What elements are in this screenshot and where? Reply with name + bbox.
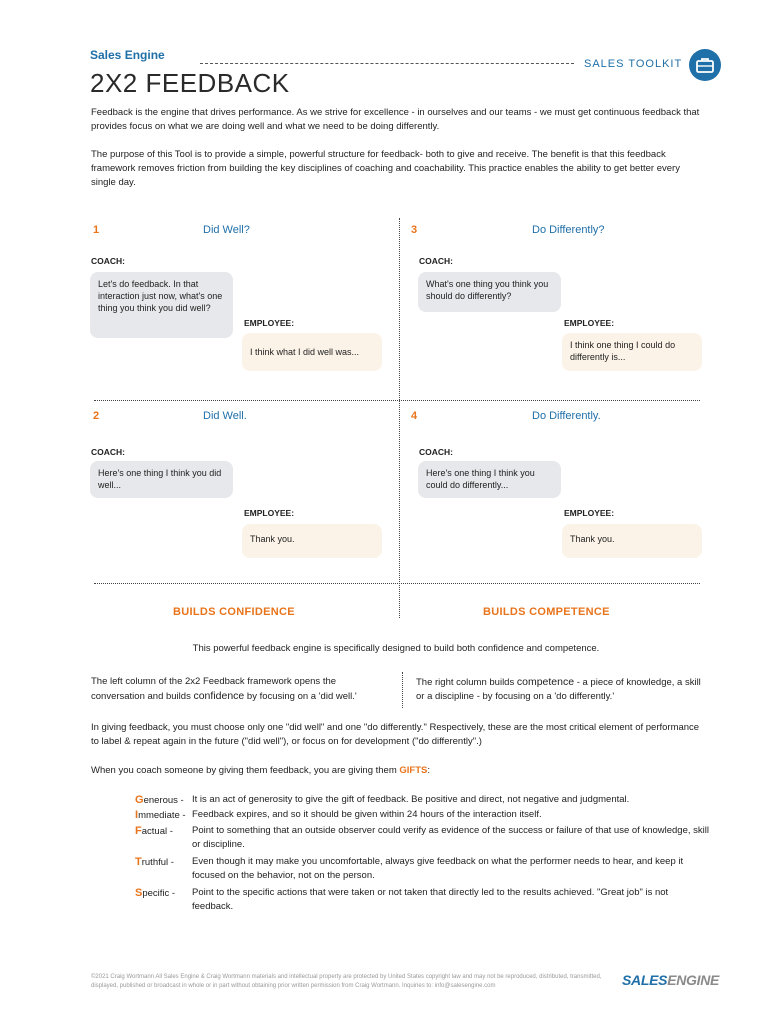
right-column-text: The right column builds competence - a piece of knowledge, a skill or a discipline - by focusing on a 'do differently.' (416, 676, 701, 702)
quadrant-1-number: 1 (93, 224, 100, 236)
gift-specific: Specific - Point to the specific actions that were taken or not taken that directly led to the results achieved. "Great job" is not feedback. (135, 887, 669, 912)
quadrant-2-coach-label: COACH: (91, 447, 125, 457)
quadrant-1-coach-label: COACH: (91, 256, 125, 266)
quadrant-3-coach-bubble: What's one thing you think you should do differently? (418, 272, 561, 312)
quadrant-2-coach-bubble: Here's one thing I think you did well... (90, 461, 233, 498)
header-divider (200, 63, 574, 64)
guidance-text: In giving feedback, you must choose only one "did well" and one "do differently." Respectively, these are the most critical element of performance to label & repeat again in the future ("did well"), or focus on for development ("do differently".) (91, 722, 700, 747)
columns-divider (402, 672, 403, 708)
grid-vertical-divider (399, 218, 400, 618)
quadrant-1-employee-bubble: I think what I did well was... (242, 333, 382, 371)
quadrant-3-employee-bubble: I think one thing I could do differently is... (562, 333, 702, 371)
toolbox-icon (689, 49, 721, 81)
quadrant-3-heading: Do Differently? (532, 224, 605, 236)
sales-engine-logo: SALESENGINE (622, 972, 720, 988)
quadrant-4-heading: Do Differently. (532, 410, 601, 422)
summary-text: This powerful feedback engine is specifically designed to build both confidence and competence. (192, 643, 600, 654)
quadrant-3-employee-label: EMPLOYEE: (564, 318, 615, 328)
gifts-intro: When you coach someone by giving them feedback, you are giving them GIFTS: (91, 765, 431, 776)
intro-paragraph-1: Feedback is the engine that drives performance. As we strive for excellence - in ourselves and our teams - we must get continuous feedback that provides focus on what we are doing well and what we need to be doing differently. (91, 107, 700, 132)
quadrant-3-number: 3 (411, 224, 418, 236)
quadrant-1-coach-bubble: Let's do feedback. In that interaction just now, what's one thing you think you did well? (90, 272, 233, 338)
builds-confidence-label: BUILDS CONFIDENCE (173, 606, 295, 618)
quadrant-3-coach-label: COACH: (419, 256, 453, 266)
page-title: 2X2 FEEDBACK (90, 68, 290, 98)
quadrant-4-number: 4 (411, 410, 418, 422)
quadrant-2-heading: Did Well. (203, 410, 247, 422)
intro-paragraph-2: The purpose of this Tool is to provide a simple, powerful structure for feedback- both to give and receive. The benefit is that this feedback framework removes friction from building the key disciplines of coaching and coachability. This practice enables the ability to get better every single day. (91, 149, 680, 188)
brand-name: Sales Engine (90, 48, 165, 62)
left-column-text: The left column of the 2x2 Feedback framework opens the conversation and builds confidence by focusing on a 'did well.' (91, 676, 357, 702)
quadrant-4-coach-label: COACH: (419, 447, 453, 457)
gift-immediate: Immediate - Feedback expires, and so it should be given within 24 hours of the interaction itself. (135, 809, 542, 821)
quadrant-1-heading: Did Well? (203, 224, 250, 236)
quadrant-2-number: 2 (93, 410, 100, 422)
quadrant-2-employee-label: EMPLOYEE: (244, 508, 295, 518)
builds-competence-label: BUILDS COMPETENCE (483, 606, 610, 618)
quadrant-4-employee-label: EMPLOYEE: (564, 508, 615, 518)
quadrant-4-employee-bubble: Thank you. (562, 524, 702, 558)
quadrant-2-employee-bubble: Thank you. (242, 524, 382, 558)
footer-legal-text: ©2021 Craig Wortmann All Sales Engine & Craig Wortmann materials and intellectual property are protected by United States copyright law and may not be reproduced, distributed, transmitted, displayed, published or broadcast in whole or in part without obtaining prior written permission from Craig Wortmann. Inquiries to: info@salesengine.com (91, 974, 602, 989)
gift-generous: Generous - It is an act of generosity to give the gift of feedback. Be positive and direct, not negative and judgmental. (135, 794, 630, 806)
grid-horizontal-divider (94, 400, 700, 401)
quadrant-4-coach-bubble: Here's one thing I think you could do differently... (418, 461, 561, 498)
quadrant-1-employee-label: EMPLOYEE: (244, 318, 295, 328)
gift-factual: Factual - Point to something that an outside observer could verify as evidence of the success or failure of that use of knowledge, skill or discipline. (135, 825, 709, 850)
toolkit-label: SALES TOOLKIT (584, 58, 683, 70)
grid-bottom-divider (94, 583, 700, 584)
gift-truthful: Truthful - Even though it may make you uncomfortable, always give feedback on what the performer needs to hear, and keep it focused on the behavior, not on the person. (135, 856, 684, 881)
